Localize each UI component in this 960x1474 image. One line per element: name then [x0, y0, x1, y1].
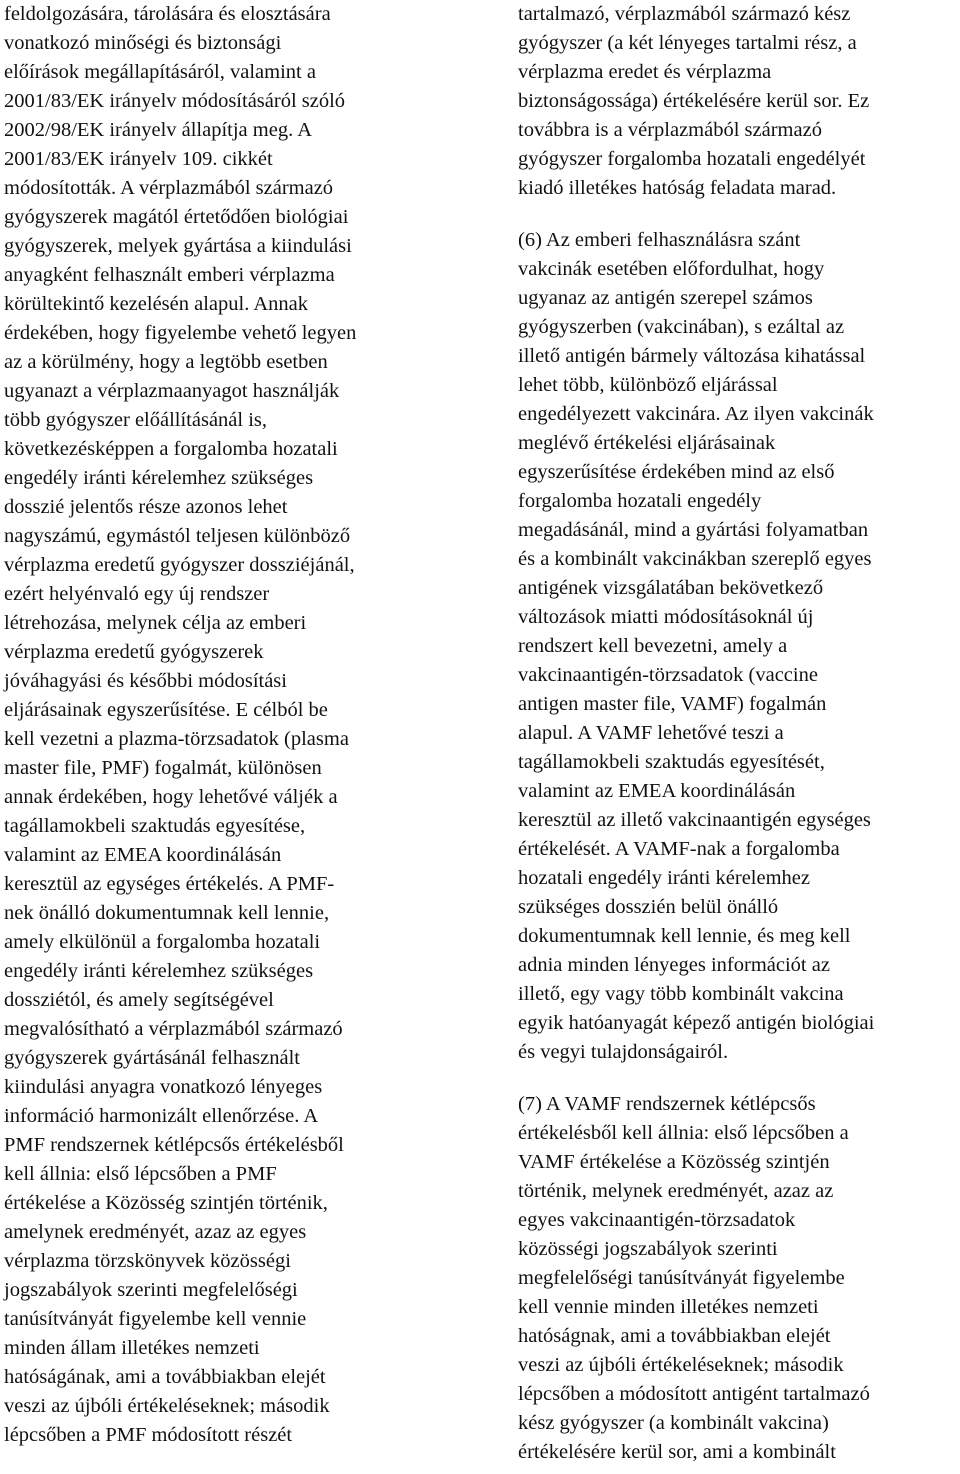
- text-line: eljárásainak egyszerűsítése. E célból be: [4, 699, 328, 721]
- text-line: hozatali engedély iránti kérelemhez: [518, 867, 810, 889]
- text-line: amelynek eredményét, azaz az egyes: [4, 1221, 307, 1243]
- text-line: lépcsőben a módosított antigént tartalmazó: [518, 1383, 870, 1405]
- text-line: 2001/83/EK irányelv módosításáról szóló: [4, 90, 346, 112]
- text-line: kell állnia: első lépcsőben a PMF: [4, 1163, 277, 1185]
- left-column: [4, 0, 464, 1450]
- text-line: egyszerűsítése érdekében mind az első: [518, 461, 835, 483]
- text-line: 2001/83/EK irányelv 109. cikkét: [4, 148, 273, 170]
- text-line: vakcinaantigén-törzsadatok (vaccine: [518, 664, 818, 686]
- text-line: egyes vakcinaantigén-törzsadatok: [518, 1209, 796, 1231]
- text-line: vonatkozó minőségi és biztonsági: [4, 32, 282, 54]
- text-line: dossziétól, és amely segítségével: [4, 989, 274, 1011]
- text-line: veszi az újbóli értékeléseknek; második: [518, 1354, 844, 1376]
- text-line: nek önálló dokumentumnak kell lennie,: [4, 902, 330, 924]
- text-line: veszi az újbóli értékeléseknek; második: [4, 1395, 330, 1417]
- text-line: vakcinák esetében előfordulhat, hogy: [518, 258, 825, 280]
- text-line: egyik hatóanyagát képező antigén biológiai: [518, 1012, 875, 1034]
- text-line: és a kombinált vakcinákban szereplő egyes: [518, 548, 872, 570]
- text-line: létrehozása, melynek célja az emberi: [4, 612, 307, 634]
- text-line: adnia minden lényeges információt az: [518, 954, 830, 976]
- paragraph-continued: [4, 0, 464, 1450]
- paragraph-7: [518, 1090, 960, 1467]
- text-line: továbbra is a vérplazmából származó: [518, 119, 822, 141]
- text-line: minden állam illetékes nemzeti: [4, 1337, 260, 1359]
- text-line: és vegyi tulajdonságairól.: [518, 1041, 729, 1063]
- text-line: engedélyezett vakcinára. Az ilyen vakcinák: [518, 403, 874, 425]
- text-line: kiadó illetékes hatóság feladata marad.: [518, 177, 837, 199]
- text-line: kiindulási anyagra vonatkozó lényeges: [4, 1076, 323, 1098]
- text-line: tartalmazó, vérplazmából származó kész: [518, 3, 851, 25]
- text-line: vérplazma eredetű gyógyszer dossziéjánál,: [4, 554, 355, 576]
- text-line: forgalomba hozatali engedély: [518, 490, 762, 512]
- text-line: antigen master file, VAMF) fogalmán: [518, 693, 827, 715]
- text-line: módosították. A vérplazmából származó: [4, 177, 334, 199]
- text-line: az a körülmény, hogy a legtöbb esetben: [4, 351, 328, 373]
- text-line: nagyszámú, egymástól teljesen különböző: [4, 525, 351, 547]
- text-line: annak érdekében, hogy lehetővé váljék a: [4, 786, 338, 808]
- text-line: amely elkülönül a forgalomba hozatali: [4, 931, 321, 953]
- text-line: értékelése a Közösség szintjén történik,: [4, 1192, 328, 1214]
- text-line: gyógyszerek magától értetődően biológiai: [4, 206, 349, 228]
- text-line: dokumentumnak kell lennie, és meg kell: [518, 925, 851, 947]
- text-line: gyógyszerben (vakcinában), s ezáltal az: [518, 316, 845, 338]
- text-line: alapul. A VAMF lehetővé teszi a: [518, 722, 784, 744]
- text-line: kész gyógyszer (a kombinált vakcina): [518, 1412, 829, 1434]
- text-line: jóváhagyási és későbbi módosítási: [4, 670, 287, 692]
- text-line: antigének vizsgálatában bekövetkező: [518, 577, 824, 599]
- text-line: gyógyszerek gyártásánál felhasznált: [4, 1047, 300, 1069]
- text-line: lépcsőben a PMF módosított részét: [4, 1424, 293, 1446]
- text-line: jogszabályok szerinti megfelelőségi: [4, 1279, 298, 1301]
- text-line: értékelésére kerül sor, ami a kombinált: [518, 1441, 836, 1463]
- text-line: változások miatti módosításoknál új: [518, 606, 814, 628]
- text-line: (6) Az emberi felhasználásra szánt: [518, 229, 801, 251]
- text-line: rendszert kell bevezetni, amely a: [518, 635, 788, 657]
- text-line: valamint az EMEA koordinálásán: [4, 844, 282, 866]
- text-line: értékelésből kell állnia: első lépcsőben a: [518, 1122, 849, 1144]
- right-column: [518, 0, 960, 1467]
- text-line: vérplazma eredetű gyógyszerek: [4, 641, 264, 663]
- text-line: master file, PMF) fogalmát, különösen: [4, 757, 322, 779]
- text-line: valamint az EMEA koordinálásán: [518, 780, 796, 802]
- text-line: értékelését. A VAMF-nak a forgalomba: [518, 838, 840, 860]
- text-line: keresztül az egységes értékelés. A PMF-: [4, 873, 335, 895]
- text-line: lehet több, különböző eljárással: [518, 374, 778, 396]
- text-line: kell vezetni a plazma-törzsadatok (plasma: [4, 728, 349, 750]
- text-line: gyógyszer forgalomba hozatali engedélyét: [518, 148, 866, 170]
- text-line: tagállamokbeli szaktudás egyesítése,: [4, 815, 306, 837]
- text-line: megadásánál, mind a gyártási folyamatban: [518, 519, 869, 541]
- text-line: előírások megállapításáról, valamint a: [4, 61, 316, 83]
- paragraph-continued-end: [518, 0, 960, 203]
- text-line: (7) A VAMF rendszernek kétlépcsős: [518, 1093, 816, 1115]
- text-line: vérplazma törzskönyvek közösségi: [4, 1250, 291, 1272]
- text-line: engedély iránti kérelemhez szükséges: [4, 960, 314, 982]
- text-line: gyógyszerek, melyek gyártása a kiindulási: [4, 235, 352, 257]
- text-line: következésképpen a forgalomba hozatali: [4, 438, 338, 460]
- text-line: vérplazma eredet és vérplazma: [518, 61, 772, 83]
- text-line: érdekében, hogy figyelembe vehető legyen: [4, 322, 357, 344]
- text-line: PMF rendszernek kétlépcsős értékelésből: [4, 1134, 344, 1156]
- text-line: információ harmonizált ellenőrzése. A: [4, 1105, 319, 1127]
- paragraph-gap: [518, 203, 960, 226]
- text-line: anyagként felhasznált emberi vérplazma: [4, 264, 335, 286]
- text-line: ezért helyénvaló egy új rendszer: [4, 583, 270, 605]
- text-line: meglévő értékelési eljárásainak: [518, 432, 776, 454]
- text-line: hatóságnak, ami a továbbiakban elejét: [518, 1325, 831, 1347]
- text-line: megfelelőségi tanúsítványát figyelembe: [518, 1267, 845, 1289]
- text-line: illető antigén bármely változása kihatással: [518, 345, 866, 367]
- text-line: feldolgozására, tárolására és elosztására: [4, 3, 331, 25]
- text-line: hatóságának, ami a továbbiakban elejét: [4, 1366, 326, 1388]
- text-line: biztonságossága) értékelésére kerül sor. Ez: [518, 90, 870, 112]
- paragraph-6: [518, 226, 960, 1067]
- text-line: dosszié jelentős része azonos lehet: [4, 496, 288, 518]
- text-line: történik, melynek eredményét, azaz az: [518, 1180, 834, 1202]
- text-line: megvalósítható a vérplazmából származó: [4, 1018, 343, 1040]
- text-line: illető, egy vagy több kombinált vakcina: [518, 983, 844, 1005]
- text-line: tagállamokbeli szaktudás egyesítését,: [518, 751, 825, 773]
- text-line: gyógyszer (a két lényeges tartalmi rész, a: [518, 32, 857, 54]
- text-line: több gyógyszer előállításánál is,: [4, 409, 268, 431]
- text-line: keresztül az illető vakcinaantigén egységes: [518, 809, 871, 831]
- text-line: kell vennie minden illetékes nemzeti: [518, 1296, 819, 1318]
- text-line: engedély iránti kérelemhez szükséges: [4, 467, 314, 489]
- text-line: tanúsítványát figyelembe kell vennie: [4, 1308, 307, 1330]
- text-line: szükséges dosszién belül önálló: [518, 896, 779, 918]
- paragraph-gap: [518, 1067, 960, 1090]
- text-line: ugyanazt a vérplazmaanyagot használják: [4, 380, 340, 402]
- text-line: VAMF értékelése a Közösség szintjén: [518, 1151, 830, 1173]
- text-line: 2002/98/EK irányelv állapítja meg. A: [4, 119, 313, 141]
- text-line: ugyanaz az antigén szerepel számos: [518, 287, 813, 309]
- text-line: közösségi jogszabályok szerinti: [518, 1238, 778, 1260]
- text-line: körültekintő kezelésén alapul. Annak: [4, 293, 308, 315]
